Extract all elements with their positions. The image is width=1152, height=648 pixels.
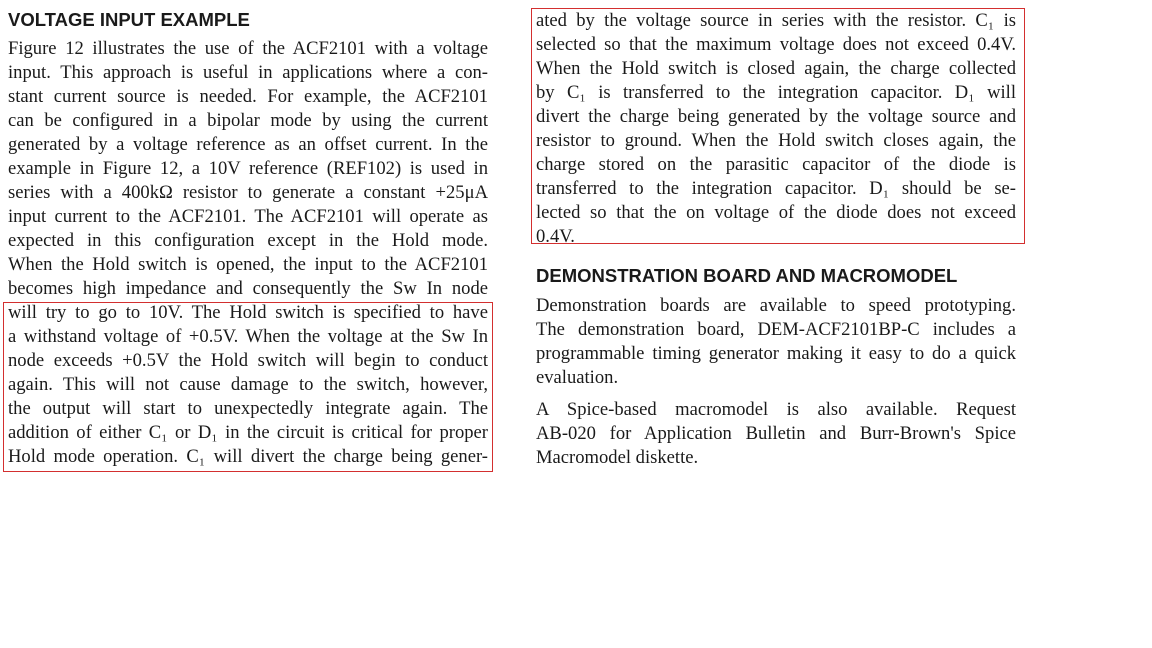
text-line: charge stored on the parasitic capacitor of the diode is — [536, 154, 1016, 175]
text-line: can be configured in a bipolar mode by using the current — [8, 110, 488, 131]
text-line: A Spice-based macromodel is also available. Request — [536, 399, 1016, 420]
text-line: input current to the ACF2101. The ACF2101 will operate as — [8, 206, 488, 227]
demo-board-paragraph — [536, 294, 1016, 390]
text-line: will try to go to 10V. The Hold switch is specified to have — [8, 302, 488, 323]
text-line: a withstand voltage of +0.5V. When the voltage at the Sw In — [8, 326, 488, 347]
text-line: resistor to ground. When the Hold switch closes again, the — [536, 130, 1016, 151]
text-line: node exceeds +0.5V the Hold switch will begin to conduct — [8, 350, 488, 371]
highlight-box-left — [3, 302, 493, 472]
text-line: 0.4V. — [536, 226, 575, 247]
text-line: the output will start to unexpectedly integrate again. The — [8, 398, 488, 419]
text-line: expected in this configuration except in the Hold mode. — [8, 230, 488, 251]
text-line: AB-020 for Application Bulletin and Burr-Brown's Spice — [536, 423, 1016, 444]
text-line: Demonstration boards are available to speed prototyping. — [536, 295, 1016, 316]
text-line: selected so that the maximum voltage does not exceed 0.4V. — [536, 34, 1016, 55]
text-line: addition of either C₁ or D₁ in the circuit is critical for proper — [8, 422, 488, 443]
text-line: generated by a voltage reference as an offset current. In the — [8, 134, 488, 155]
text-line: again. This will not cause damage to the switch, however, — [8, 374, 488, 395]
text-line: ated by the voltage source in series with the resistor. C₁ is — [536, 10, 1016, 31]
text-line: Figure 12 illustrates the use of the ACF2101 with a voltage — [8, 38, 488, 59]
section-heading-voltage-input: VOLTAGE INPUT EXAMPLE — [8, 9, 250, 30]
text-line: When the Hold switch is opened, the input to the ACF2101 — [8, 254, 488, 275]
macromodel-paragraph — [536, 398, 1016, 470]
text-line: programmable timing generator making it easy to do a quick — [536, 343, 1016, 364]
text-line: series with a 400kΩ resistor to generate a constant +25μA — [8, 182, 488, 203]
text-line: lected so that the on voltage of the diode does not exceed — [536, 202, 1016, 223]
text-line: When the Hold switch is closed again, the charge collected — [536, 58, 1016, 79]
text-line: example in Figure 12, a 10V reference (REF102) is used in — [8, 158, 488, 179]
voltage-input-continuation — [536, 9, 1016, 249]
text-line: input. This approach is useful in applications where a con- — [8, 62, 488, 83]
text-line: evaluation. — [536, 367, 619, 388]
text-line: Hold mode operation. C₁ will divert the charge being gener- — [8, 446, 488, 467]
text-line: The demonstration board, DEM-ACF2101BP-C includes a — [536, 319, 1016, 340]
section-heading-demo-board: DEMONSTRATION BOARD AND MACROMODEL — [536, 265, 958, 286]
text-line: divert the charge being generated by the voltage source and — [536, 106, 1016, 127]
text-line: by C₁ is transferred to the integration capacitor. D₁ will — [536, 82, 1016, 103]
text-line: becomes high impedance and consequently the Sw In node — [8, 278, 488, 299]
text-line: transferred to the integration capacitor. D₁ should be se- — [536, 178, 1016, 199]
text-line: Macromodel diskette. — [536, 447, 699, 468]
text-line: stant current source is needed. For example, the ACF2101 — [8, 86, 488, 107]
